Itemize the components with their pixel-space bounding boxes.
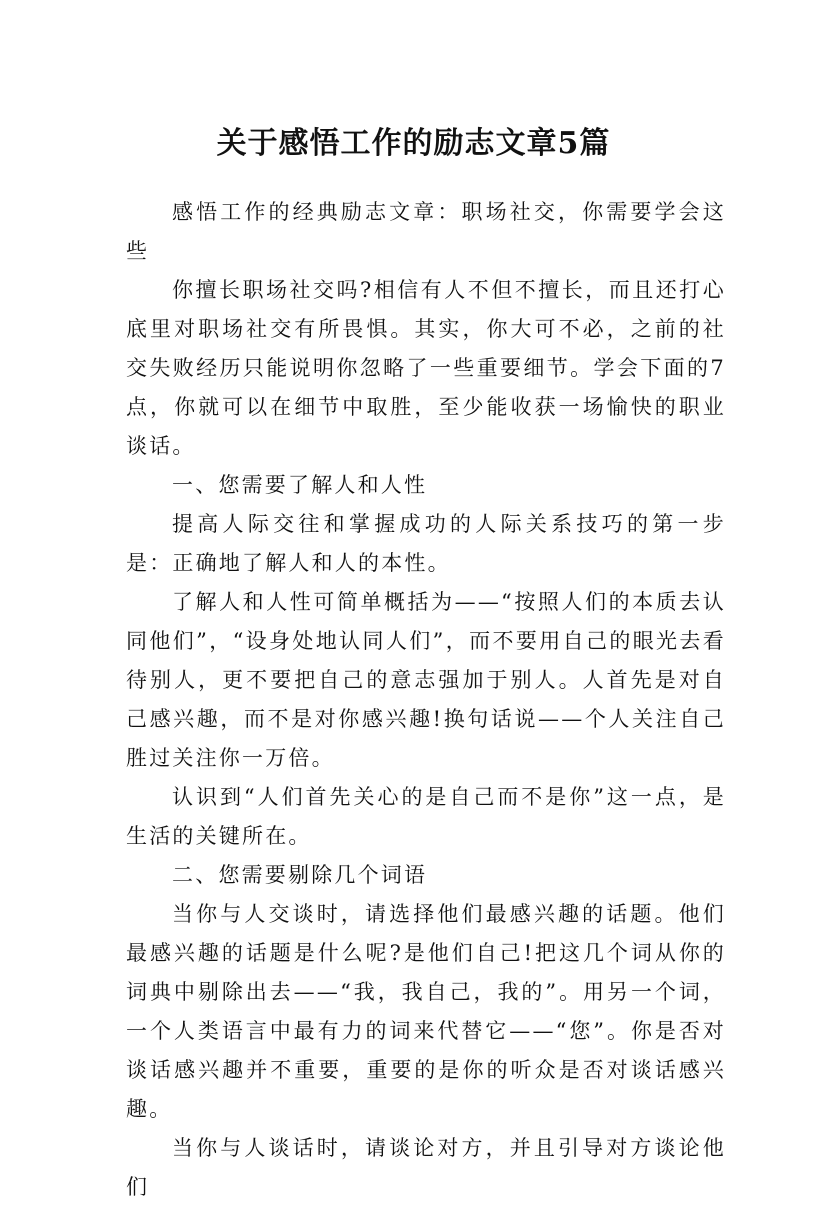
section-heading-2: 二、您需要剔除几个词语 [172, 863, 428, 887]
document-title: 关于感悟工作的励志文章5篇 [216, 126, 611, 162]
paragraph: 认识到“人们首先关心的是自己而不是你”这一点，是生活的关键所在。 [126, 785, 726, 848]
document-body [126, 193, 726, 1207]
paragraph-heading-line: 感悟工作的经典励志文章：职场社交，你需要学会这些 [126, 200, 726, 263]
paragraph-intro: 你擅长职场社交吗?相信有人不但不擅长，而且还打心底里对职场社交有所畏惧。其实，你大可不必，之前的社交失败经历只能说明你忽略了一些重要细节。学会下面的7点，你就可以在细节中取胜，至少能收获一场愉快的职业谈话。 [126, 278, 726, 458]
paragraph: 当你与人谈话时，请谈论对方，并且引导对方谈论他们 [126, 1136, 726, 1199]
section-heading-1: 一、您需要了解人和人性 [172, 473, 428, 497]
paragraph: 当你与人交谈时，请选择他们最感兴趣的话题。他们最感兴趣的话题是什么呢?是他们自己!把这几个词从你的词典中剔除出去——“我，我自己，我的”。用另一个词，一个人类语言中最有力的词来代替它——“您”。你是否对谈话感兴趣并不重要，重要的是你的听众是否对谈话感兴趣。 [126, 902, 726, 1121]
paragraph: 提高人际交往和掌握成功的人际关系技巧的第一步是：正确地了解人和人的本性。 [126, 512, 726, 575]
paragraph: 了解人和人性可简单概括为——“按照人们的本质去认同他们”，“设身处地认同人们”，而不要用自己的眼光去看待别人，更不要把自己的意志强加于别人。人首先是对自己感兴趣，而不是对你感兴趣!换句话说——个人关注自己胜过关注你一万倍。 [126, 590, 726, 770]
